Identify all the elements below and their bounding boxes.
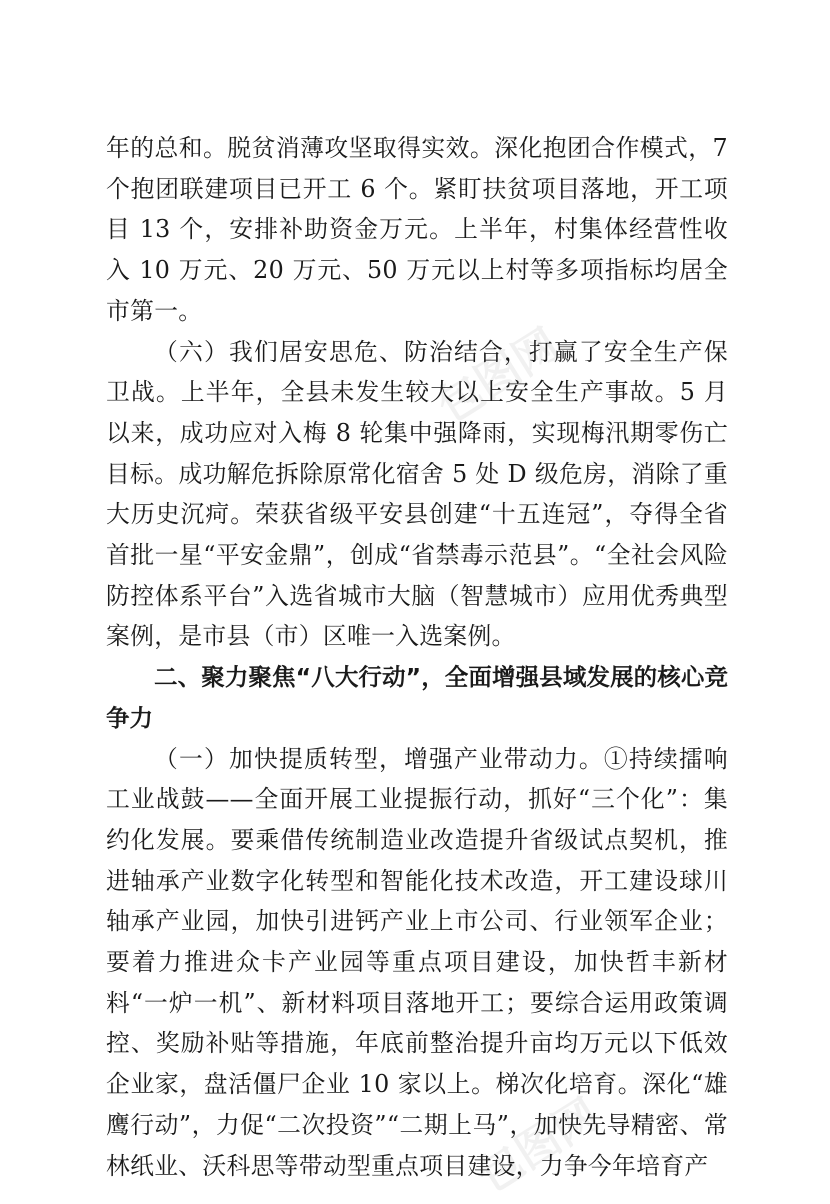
document-body bbox=[106, 128, 728, 1186]
paragraph-body-text: 上半年，全县未发生较大以上安全生产事故。5 月以来，成功应对入梅 8 轮集中强降雨，实现梅汛期零伤亡目标。成功解危拆除原常化宿舍 5 处 D 级危房，消除了重大历史沉疴。荣获省级平安县创建“十五连冠”，夺得全省首批一星“平安金鼎”，创成“省禁毒示范县”。“全社会风险防控体系平台”入选省城市大脑（智慧城市）应用优秀典型案例，是市县（市）区唯一入选案例。 bbox=[106, 378, 728, 651]
watermark: 包图网 bbox=[468, 1089, 608, 1203]
paragraph-poverty-alleviation: 年的总和。脱贫消薄攻坚取得实效。深化抱团合作模式，7 个抱团联建项目已开工 6 个。紧盯扶贫项目落地，开工项目 13 个，安排补助资金万元。上半年，村集体经营性收入 10 万元、20 万元、50 万元以上村等多项指标均居全市第一。 bbox=[106, 134, 728, 325]
paragraph-body-text: ①持续擂响工业战鼓——全面开展工业提振行动，抓好“三个化”：集约化发展。要乘借传统制造业改造提升省级试点契机，推进轴承产业数字化转型和智能化技术改造，开工建设球川轴承产业园，加快引进钙产业上市公司、行业领军企业；要着力推进众卡产业园等重点项目建设，加快哲丰新材料“一炉一机”、新材料项目落地开工；要综合运用政策调控、奖励补贴等措施，年底前整治提升亩均万元以下低效企业家，盘活僵尸企业 10 家以上。梯次化培育。深化“雄鹰行动”，力促“二次投资”“二期上马”，加快先导精密、常林纸业、沃科思等带动型重点项目建设，力争今年培育产 bbox=[106, 744, 728, 1180]
section-heading: 二、聚力聚焦“八大行动”，全面增强县域发展的核心竞争力 bbox=[106, 663, 728, 732]
paragraph-safety-production bbox=[106, 332, 728, 658]
watermark: 包图网 bbox=[428, 319, 568, 433]
paragraph-lead-sentence: （一）加快提质转型，增强产业带动力。 bbox=[154, 744, 604, 773]
paragraph-industry-transformation bbox=[106, 739, 728, 1187]
paragraph-lead-sentence: （六）我们居安思危、防治结合，打赢了安全生产保卫战。 bbox=[106, 337, 728, 407]
